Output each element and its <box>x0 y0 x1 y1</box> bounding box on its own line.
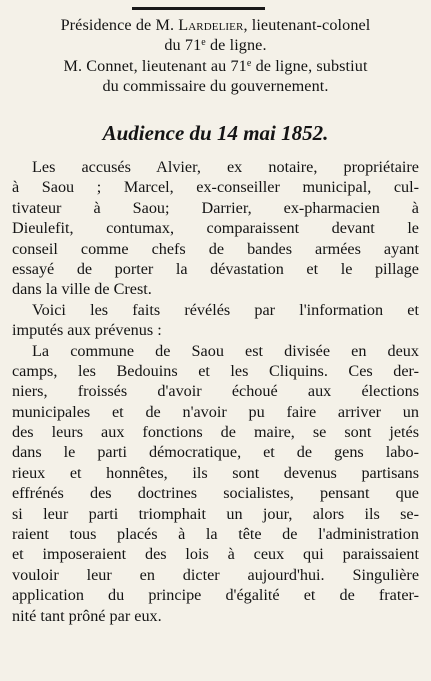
text-line: nité tant prôné par eux. <box>12 606 162 625</box>
text-line: rieux et honnêtes, ils sont devenus partisans <box>12 463 419 482</box>
text-line: application du principe d'égalité et de frater- <box>12 586 419 605</box>
article-body <box>12 157 419 626</box>
text-line: essayé de porter la dévastation et le pillage <box>12 259 419 278</box>
connet-prefix: M. Connet, lieutenant au 71 <box>63 57 247 75</box>
connet-line-2: du commissaire du gouvernement. <box>102 76 329 95</box>
presidence-regiment-suffix: de ligne. <box>205 35 267 54</box>
connet-regiment-sup: e <box>246 58 252 69</box>
court-header <box>12 16 419 96</box>
presidence-prefix: Présidence de M. <box>60 16 179 34</box>
text-line: dans la ville de Crest. <box>12 280 152 299</box>
audience-title: Audience du 14 mai 1852. <box>102 121 329 145</box>
text-line: La commune de Saou est divisée en deux <box>32 341 419 360</box>
text-line: Les accusés Alvier, ex notaire, propriétaire <box>32 158 419 176</box>
text-line: à Saou ; Marcel, ex-conseiller municipal, cul- <box>12 178 419 197</box>
text-line: vouloir leur en dicter aujourd'hui. Singulière <box>12 565 419 584</box>
paragraph-2 <box>12 300 419 341</box>
connet-suffix: de ligne, substiut <box>251 57 368 75</box>
presidence-line-1 <box>12 16 419 36</box>
text-line: Dieulefit, contumax, comparaissent devant le <box>12 219 419 238</box>
text-line: conseil comme chefs de bandes armées ayant <box>12 239 419 258</box>
top-rule-divider <box>132 7 265 10</box>
text-line: raient tous placés à la tête de l'administration <box>12 525 419 544</box>
text-line: municipales et de n'avoir pu faire arriver un <box>12 402 419 421</box>
text-line: imputés aux prévenus : <box>12 321 162 340</box>
presidence-suffix: , lieutenant-colonel <box>243 16 371 34</box>
text-line: dans le parti démocratique, et de gens labo- <box>12 443 419 462</box>
text-line: tivateur à Saou; Darrier, ex-pharmacien à <box>12 198 419 217</box>
connet-line-1 <box>12 57 419 77</box>
presidence-name: Lardelier <box>178 16 244 34</box>
presidence-line-2 <box>12 36 419 56</box>
text-line: si leur parti triomphait un jour, alors ils se- <box>12 504 419 523</box>
text-line: camps, les Bedouins et les Cliquins. Ces der- <box>12 361 419 380</box>
paragraph-3 <box>12 341 419 626</box>
presidence-regiment: du 71 <box>164 35 202 54</box>
text-line: et imposeraient des lois à ceux qui paraissaient <box>12 545 419 564</box>
paragraph-1 <box>12 157 419 300</box>
presidence-regiment-sup: e <box>201 36 206 48</box>
text-line: niers, froissés d'avoir échoué aux élections <box>12 382 419 401</box>
text-line: Voici les faits révélés par l'information et <box>32 300 419 319</box>
text-line: des leurs aux fonctions de maire, se sont jetés <box>12 423 419 442</box>
text-line: effrénés des doctrines socialistes, pensant que <box>12 484 419 503</box>
